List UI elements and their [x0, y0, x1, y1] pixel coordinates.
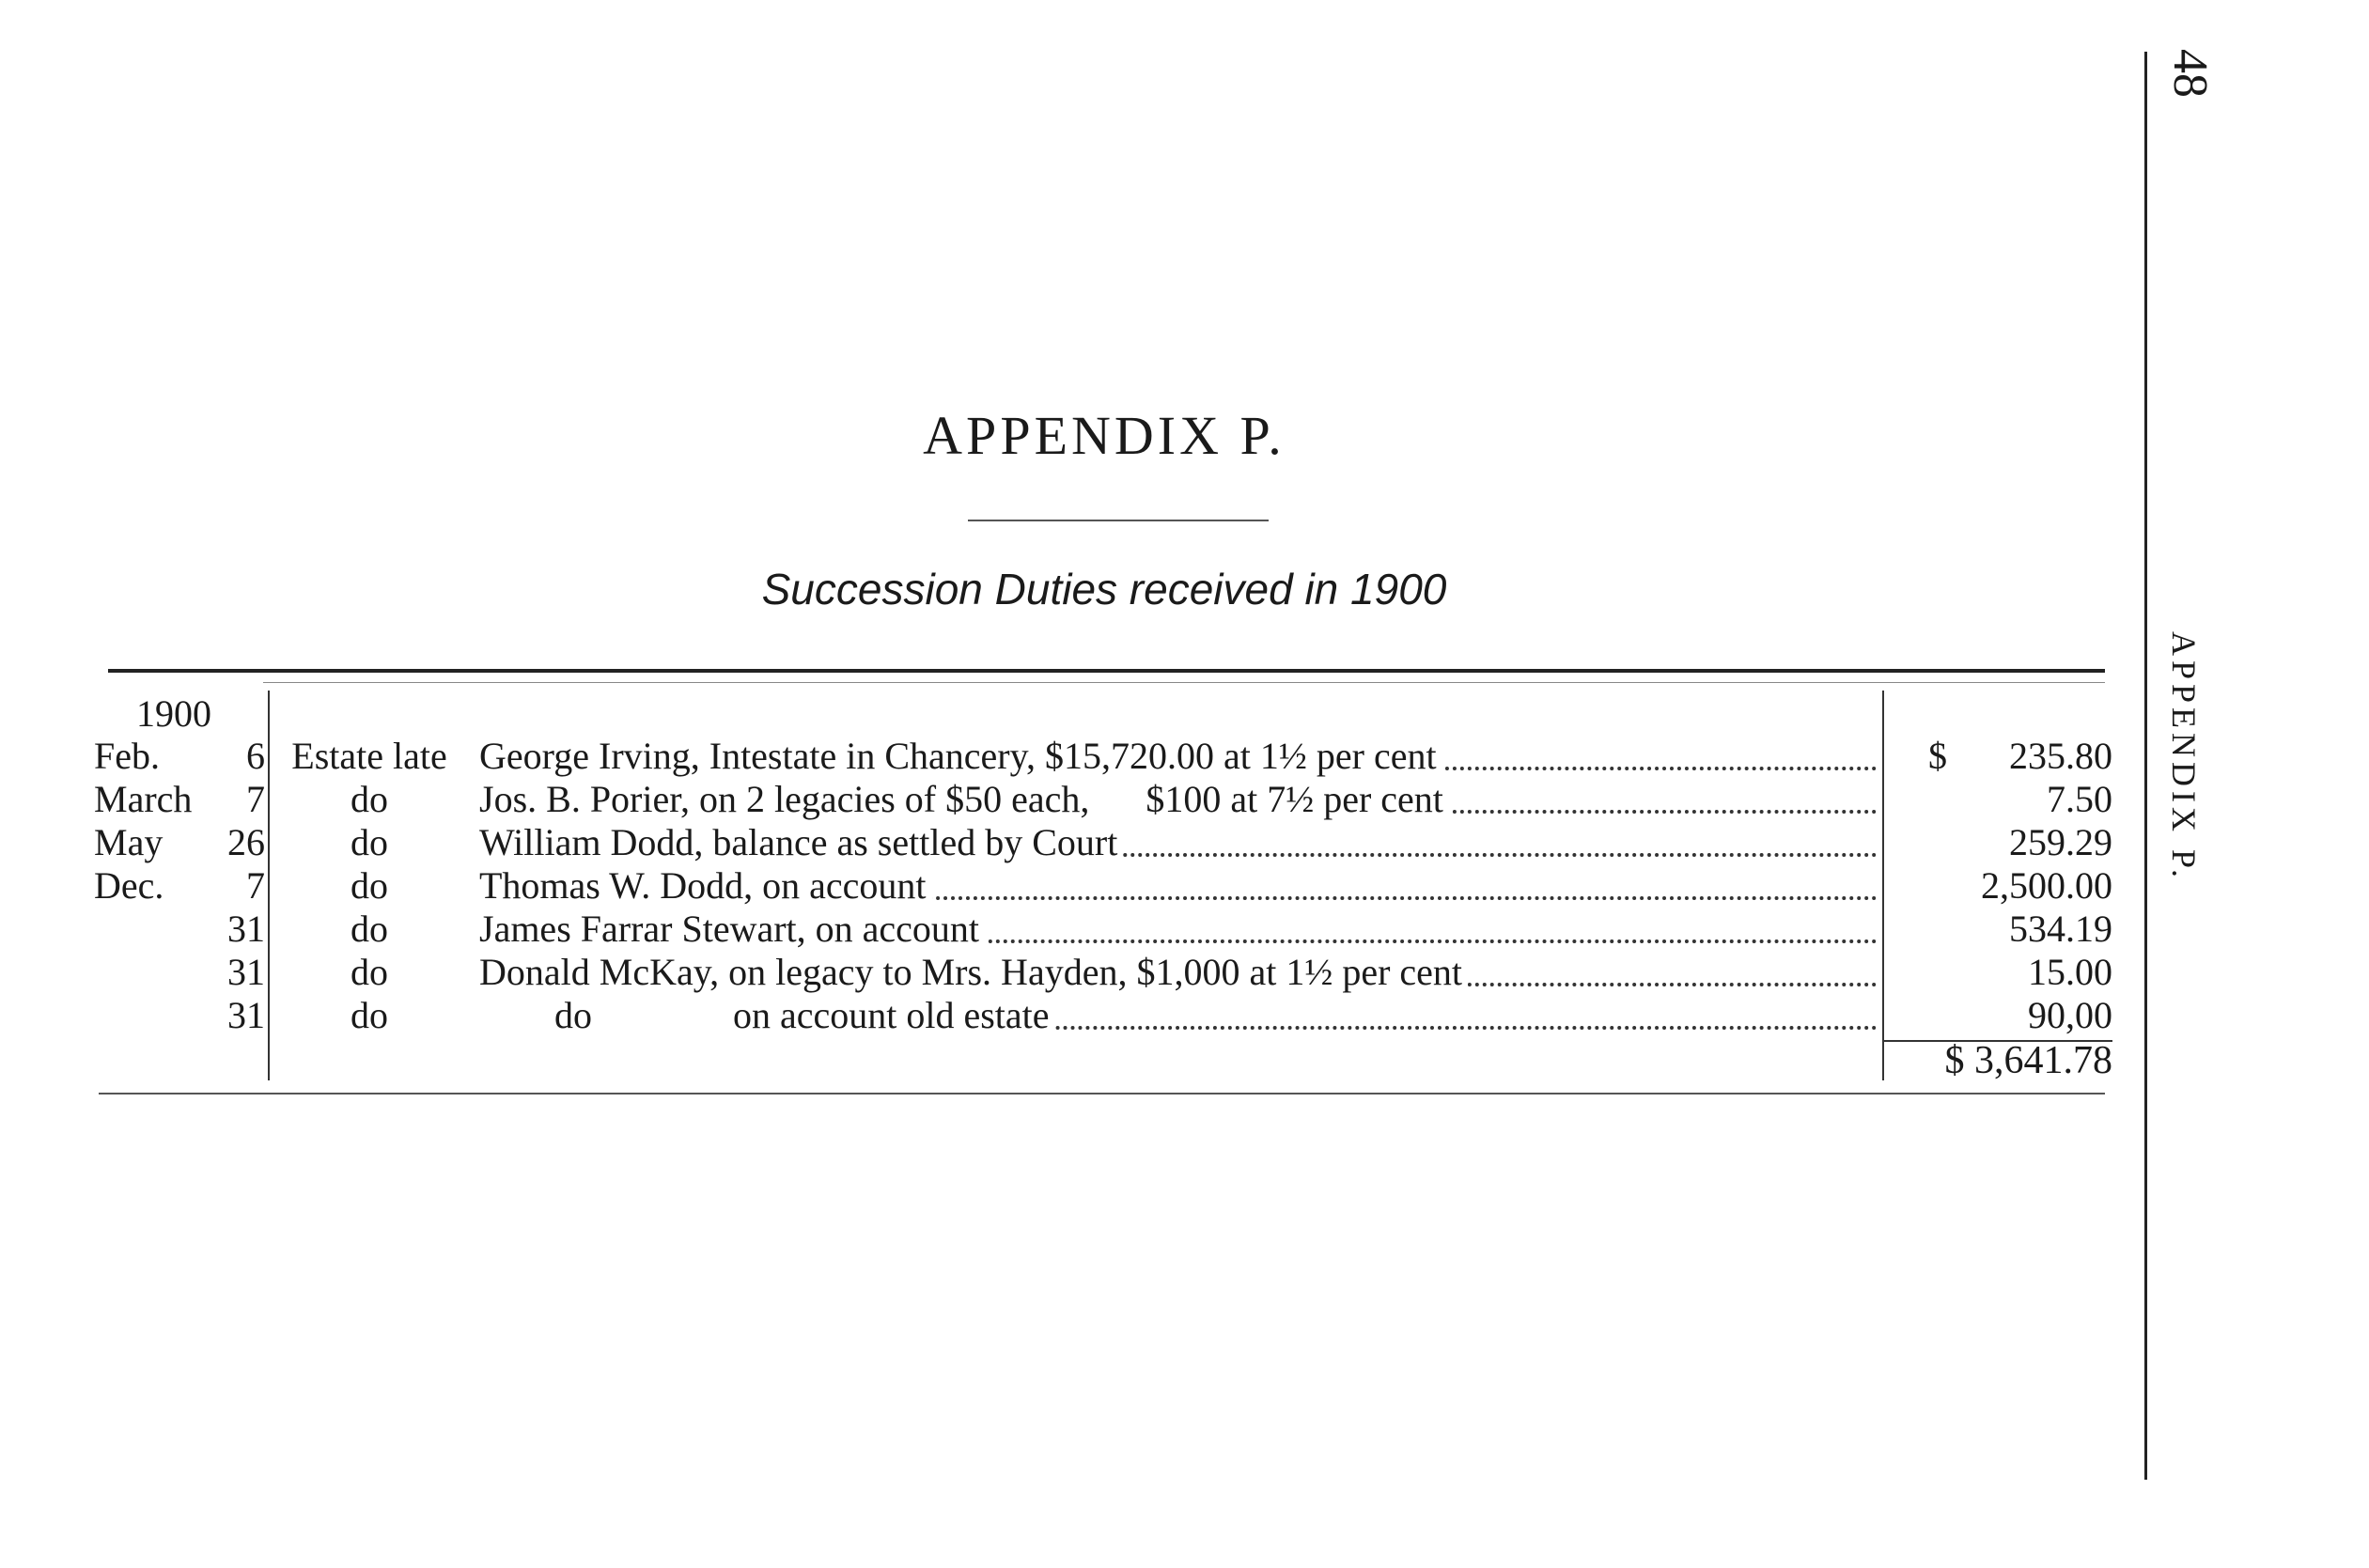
- row-amount: 235.80: [2009, 735, 2112, 777]
- row-day: 31: [227, 951, 265, 993]
- row-kind: do: [351, 951, 388, 993]
- row-description: [479, 908, 1878, 951]
- row-day: 31: [227, 908, 265, 950]
- table-year: 1900: [136, 692, 211, 735]
- row-description: [479, 778, 1878, 821]
- table-total: $ 3,641.78: [1944, 1039, 2112, 1082]
- row-kind: Estate late: [291, 735, 447, 777]
- row-amount: 90,00: [2028, 994, 2112, 1036]
- row-kind: do: [351, 994, 388, 1036]
- row-day: 26: [227, 821, 265, 863]
- row-month: Dec.: [94, 864, 164, 907]
- table-bottom-rule: [99, 1093, 2105, 1094]
- row-description-text: William Dodd, balance as settled by Court: [479, 821, 1123, 863]
- row-month: March: [94, 778, 193, 820]
- row-description-text: Jos. B. Porier, on 2 legacies of $50 each, $100 at 7½ per cent: [479, 778, 1449, 820]
- date-column-divider: [268, 691, 270, 1080]
- amount-column-divider: [1882, 691, 1884, 1080]
- row-day: 6: [246, 735, 265, 777]
- row-kind: do: [351, 778, 388, 820]
- margin-rule: [2144, 52, 2147, 1480]
- page-subtitle: Succession Duties received in 1900: [761, 565, 1447, 613]
- row-month: Feb.: [94, 735, 160, 777]
- row-description: [479, 864, 1878, 908]
- page-number: 48: [2163, 49, 2217, 98]
- row-dollar-sign: $: [1928, 735, 1947, 777]
- row-amount: 2,500.00: [1981, 864, 2112, 907]
- row-amount: 15.00: [2028, 951, 2112, 993]
- row-month: May: [94, 821, 164, 863]
- title-divider: [968, 520, 1269, 521]
- row-description-text: Donald McKay, on legacy to Mrs. Hayden, $1,000 at 1½ per cent: [479, 951, 1468, 993]
- table-top-rule: [108, 669, 2105, 673]
- row-description-text: do on account old estate: [479, 994, 1055, 1036]
- row-kind: do: [351, 908, 388, 950]
- row-day: 7: [246, 864, 265, 907]
- row-description-text: James Farrar Stewart, on account: [479, 908, 985, 950]
- row-description: [479, 821, 1878, 864]
- page-title: APPENDIX P.: [923, 405, 1286, 466]
- table-top-rule-thin: [263, 682, 2105, 683]
- row-amount: 534.19: [2009, 908, 2112, 950]
- row-description-text: George Irving, Intestate in Chancery, $15,720.00 at 1½ per cent: [479, 735, 1442, 777]
- row-day: 7: [246, 778, 265, 820]
- row-day: 31: [227, 994, 265, 1036]
- running-head-vertical: APPENDIX P.: [2165, 631, 2203, 883]
- row-description: [479, 951, 1878, 994]
- row-description: [479, 735, 1878, 778]
- row-description-text: Thomas W. Dodd, on account: [479, 864, 932, 907]
- row-kind: do: [351, 821, 388, 863]
- row-description: [479, 994, 1878, 1037]
- row-amount: 259.29: [2009, 821, 2112, 863]
- row-kind: do: [351, 864, 388, 907]
- row-amount: 7.50: [2047, 778, 2112, 820]
